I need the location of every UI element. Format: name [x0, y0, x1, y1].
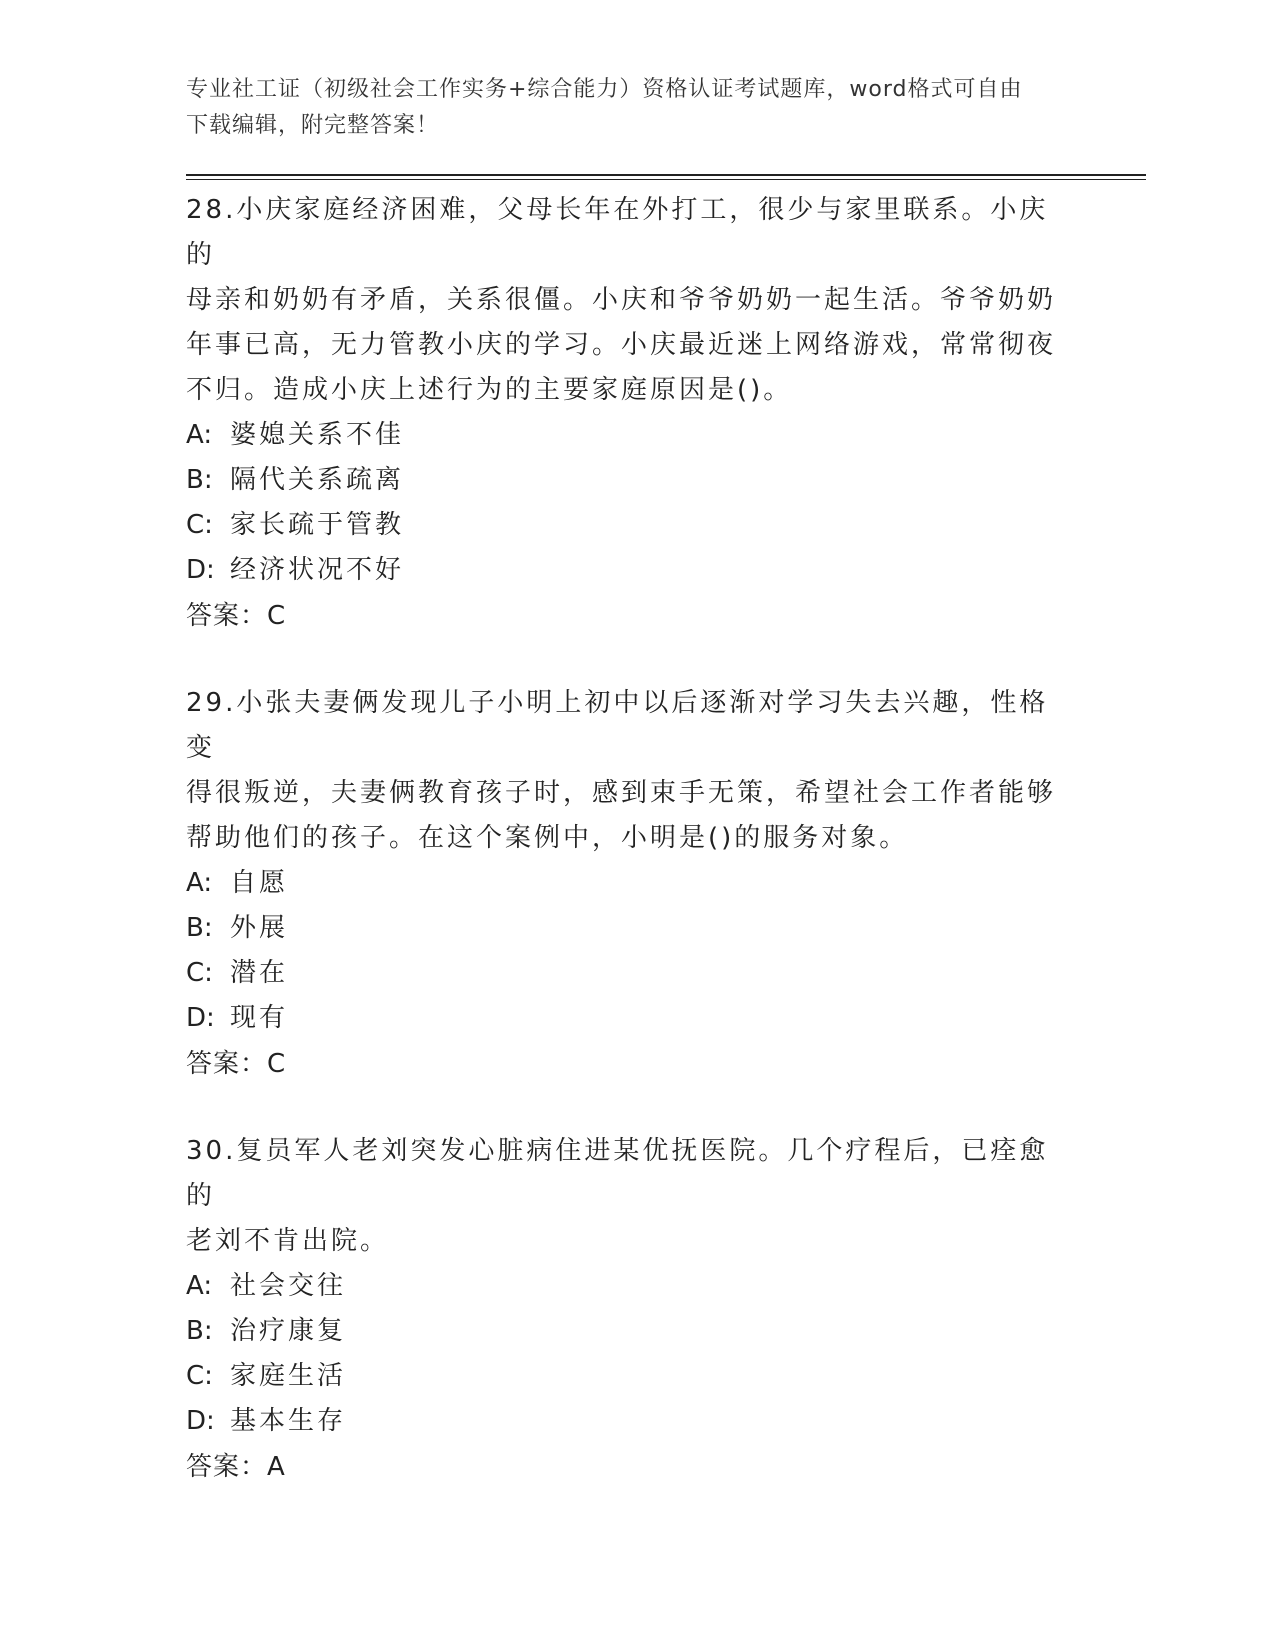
- option-key: B:: [186, 1316, 213, 1346]
- question-stem-line: 28.小庆家庭经济困难，父母长年在外打工，很少与家里联系。小庆的: [186, 195, 1049, 270]
- option-c: [186, 503, 1076, 548]
- option-b: [186, 906, 1076, 951]
- option-d: [186, 996, 1076, 1041]
- option-text: 家庭生活: [230, 1361, 347, 1391]
- header-line-1: 专业社工证（初级社会工作实务+综合能力）资格认证考试题库，word格式可自由: [186, 77, 1023, 102]
- option-b: [186, 458, 1076, 503]
- question-30: [186, 1129, 1076, 1490]
- option-key: D:: [186, 555, 215, 585]
- option-d: [186, 548, 1076, 593]
- option-a: [186, 413, 1076, 458]
- document-header: [186, 72, 1086, 144]
- question-stem-line: 老刘不肯出院。: [186, 1226, 390, 1256]
- question-stem-line: 不归。造成小庆上述行为的主要家庭原因是()。: [186, 375, 793, 405]
- header-divider: [186, 174, 1146, 180]
- option-text: 婆媳关系不佳: [230, 420, 405, 450]
- question-stem-line: 29.小张夫妻俩发现儿子小明上初中以后逐渐对学习失去兴趣，性格变: [186, 688, 1049, 763]
- option-key: B:: [186, 465, 213, 495]
- option-text: 潜在: [230, 958, 289, 988]
- option-key: A:: [186, 1271, 213, 1301]
- option-d: [186, 1399, 1076, 1444]
- question-stem-line: 年事已高，无力管教小庆的学习。小庆最近迷上网络游戏，常常彻夜: [186, 330, 1057, 360]
- option-c: [186, 1354, 1076, 1399]
- question-stem-line: 得很叛逆，夫妻俩教育孩子时，感到束手无策，希望社会工作者能够: [186, 778, 1057, 808]
- option-text: 现有: [230, 1003, 289, 1033]
- option-key: C:: [186, 1361, 213, 1391]
- option-text: 经济状况不好: [230, 555, 405, 585]
- answer-line: 答案：C: [186, 1049, 287, 1079]
- option-text: 家长疏于管教: [230, 510, 405, 540]
- option-text: 社会交往: [230, 1271, 347, 1301]
- question-28: [186, 188, 1076, 639]
- option-key: D:: [186, 1406, 215, 1436]
- question-stem-line: 帮助他们的孩子。在这个案例中，小明是()的服务对象。: [186, 823, 909, 853]
- option-key: A:: [186, 420, 213, 450]
- option-a: [186, 861, 1076, 906]
- option-key: C:: [186, 958, 213, 988]
- option-text: 自愿: [230, 868, 289, 898]
- option-text: 治疗康复: [230, 1316, 347, 1346]
- question-list: [186, 188, 1076, 1532]
- option-key: C:: [186, 510, 213, 540]
- answer-line: 答案：A: [186, 1452, 286, 1482]
- option-key: D:: [186, 1003, 215, 1033]
- option-key: B:: [186, 913, 213, 943]
- option-text: 基本生存: [230, 1406, 347, 1436]
- option-b: [186, 1309, 1076, 1354]
- question-stem-line: 30.复员军人老刘突发心脏病住进某优抚医院。几个疗程后，已痊愈的: [186, 1136, 1049, 1211]
- header-line-2: 下载编辑，附完整答案！: [186, 113, 440, 138]
- question-stem-line: 母亲和奶奶有矛盾，关系很僵。小庆和爷爷奶奶一起生活。爷爷奶奶: [186, 285, 1057, 315]
- option-text: 外展: [230, 913, 289, 943]
- option-key: A:: [186, 868, 213, 898]
- answer-line: 答案：C: [186, 601, 287, 631]
- question-29: [186, 681, 1076, 1087]
- option-a: [186, 1264, 1076, 1309]
- option-c: [186, 951, 1076, 996]
- option-text: 隔代关系疏离: [230, 465, 405, 495]
